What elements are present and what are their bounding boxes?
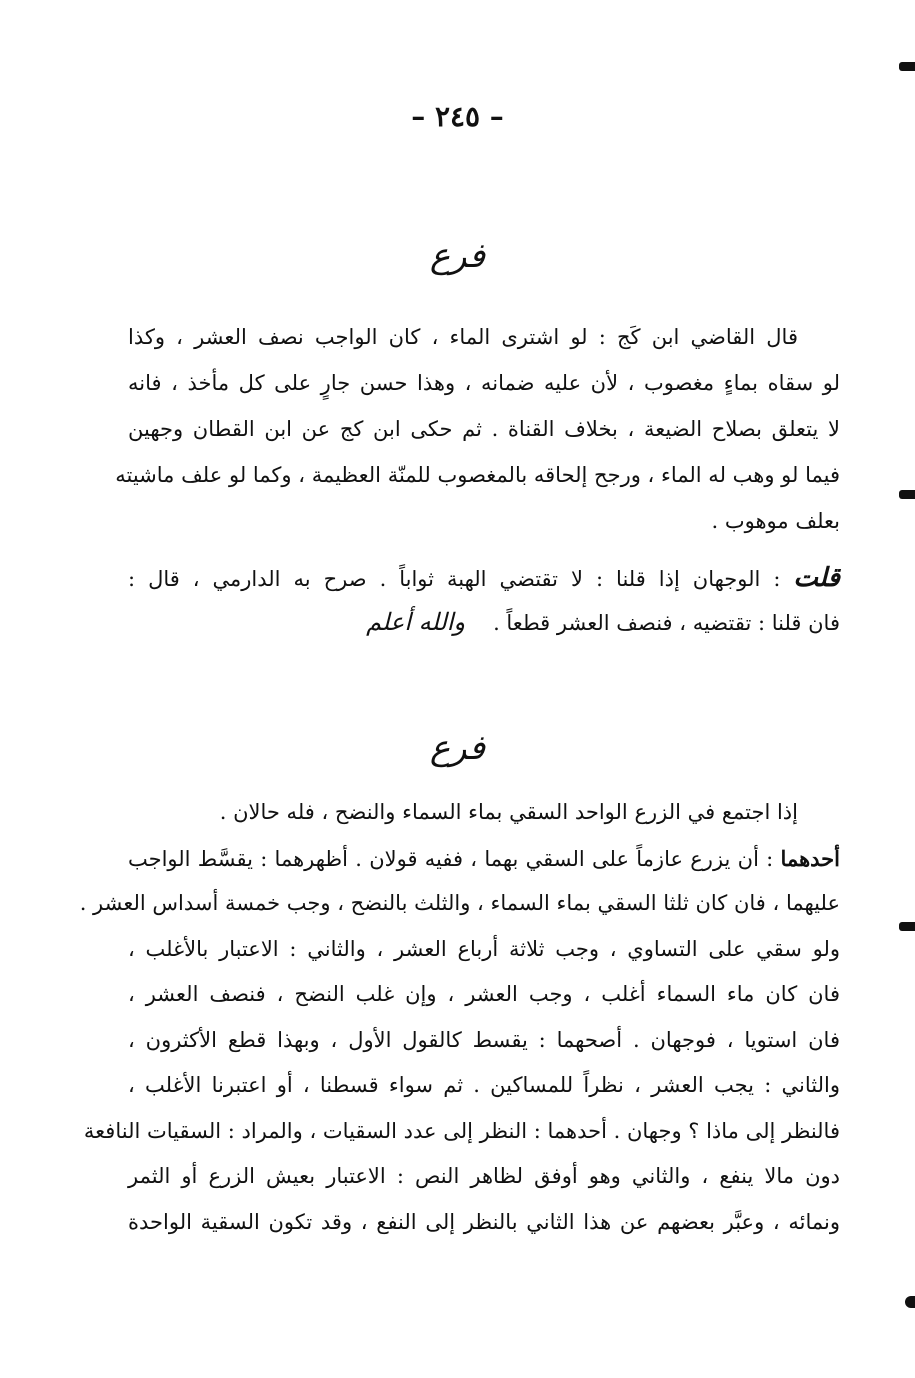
paragraph-line (128, 556, 840, 600)
paragraph-line (128, 836, 840, 882)
paragraph-line: بعلف موهوب . (711, 509, 840, 533)
qult-lead: قلت (793, 563, 840, 593)
paragraph-line: ونمائه ، وعبَّر بعضهم عن هذا الثاني بالنظر إلى النفع ، وقد تكون السقية الواحدة (128, 1209, 840, 1234)
paragraph-line: والثاني : يجب العشر ، نظراً للمساكين . ثم سواء قسطنا ، أو اعتبرنا الأغلب ، (128, 1073, 840, 1097)
paragraph-line: فان استويا ، فوجهان . أصحهما : يقسط كالقول الأول ، وبهذا قطع الأكثرون ، (128, 1027, 840, 1052)
paragraph-line: إذا اجتمع في الزرع الواحد السقي بماء السماء والنضح ، فله حالان . (219, 800, 798, 824)
paragraph-text: : أن يزرع عازماً على السقي بهما ، ففيه قولان . أظهرهما : يقسَّط الواجب (128, 846, 774, 871)
paragraph-1 (115, 314, 840, 544)
paragraph-text: : الوجهان إذا قلنا : لا تقتضي الهبة ثواباً . صرح به الدارمي ، قال : (128, 567, 781, 591)
paragraph-line: فيما لو وهب له الماء ، ورجح إلحاقه بالمغصوب للمنّة العظيمة ، وكما لو علف ماشيته (115, 463, 840, 487)
paragraph-line: قال القاضي ابن كَج : لو اشترى الماء ، كان الواجب نصف العشر ، وكذا (128, 325, 798, 349)
paragraph-line: دون مالا ينفع ، والثاني وهو أوفق لظاهر النص : الاعتبار بعيش الزرع أو الثمر (128, 1164, 840, 1188)
scan-edge-mark (899, 922, 915, 931)
paragraph-line (128, 600, 840, 644)
closing-formula: والله أعلم (366, 608, 466, 636)
paragraph-line: لو سقاه بماءٍ مغصوب ، لأن عليه ضمانه ، وهذا حسن جارٍ على كل مأخذ ، فانه (128, 371, 840, 395)
page-number: – ٢٤٥ – (411, 100, 504, 133)
scan-edge-mark (905, 1296, 915, 1308)
scan-edge-mark (899, 490, 915, 499)
section-heading-2: فرع (429, 728, 486, 768)
paragraph-text: فان قلنا : تقتضيه ، فنصف العشر قطعاً . (493, 611, 840, 635)
ahaduhuma-lead: أحدهما (780, 845, 840, 871)
paragraph-line: ولو سقي على التساوي ، وجب ثلاثة أرباع العشر ، والثاني : الاعتبار بالأغلب ، (128, 936, 840, 961)
scan-edge-mark (899, 62, 915, 71)
paragraph-line: فالنظر إلى ماذا ؟ وجهان . أحدهما : النظر إلى عدد السقيات ، والمراد : السقيات النافعة (83, 1118, 840, 1143)
paragraph-line: لا يتعلق بصلاح الضيعة ، بخلاف القناة . ثم حكى ابن كج عن ابن القطان وجهين (128, 417, 840, 441)
paragraph-line: فان كان ماء السماء أغلب ، وجب العشر ، وإن غلب النضح ، فنصف العشر ، (128, 982, 840, 1006)
paragraph-2 (128, 556, 840, 644)
paragraph-3 (79, 790, 840, 1245)
section-heading-1: فرع (429, 236, 486, 276)
paragraph-line: عليهما ، فان كان ثلثا السقي بماء السماء ، والثلث بالنضح ، وجب خمسة أسداس العشر . (79, 891, 840, 915)
